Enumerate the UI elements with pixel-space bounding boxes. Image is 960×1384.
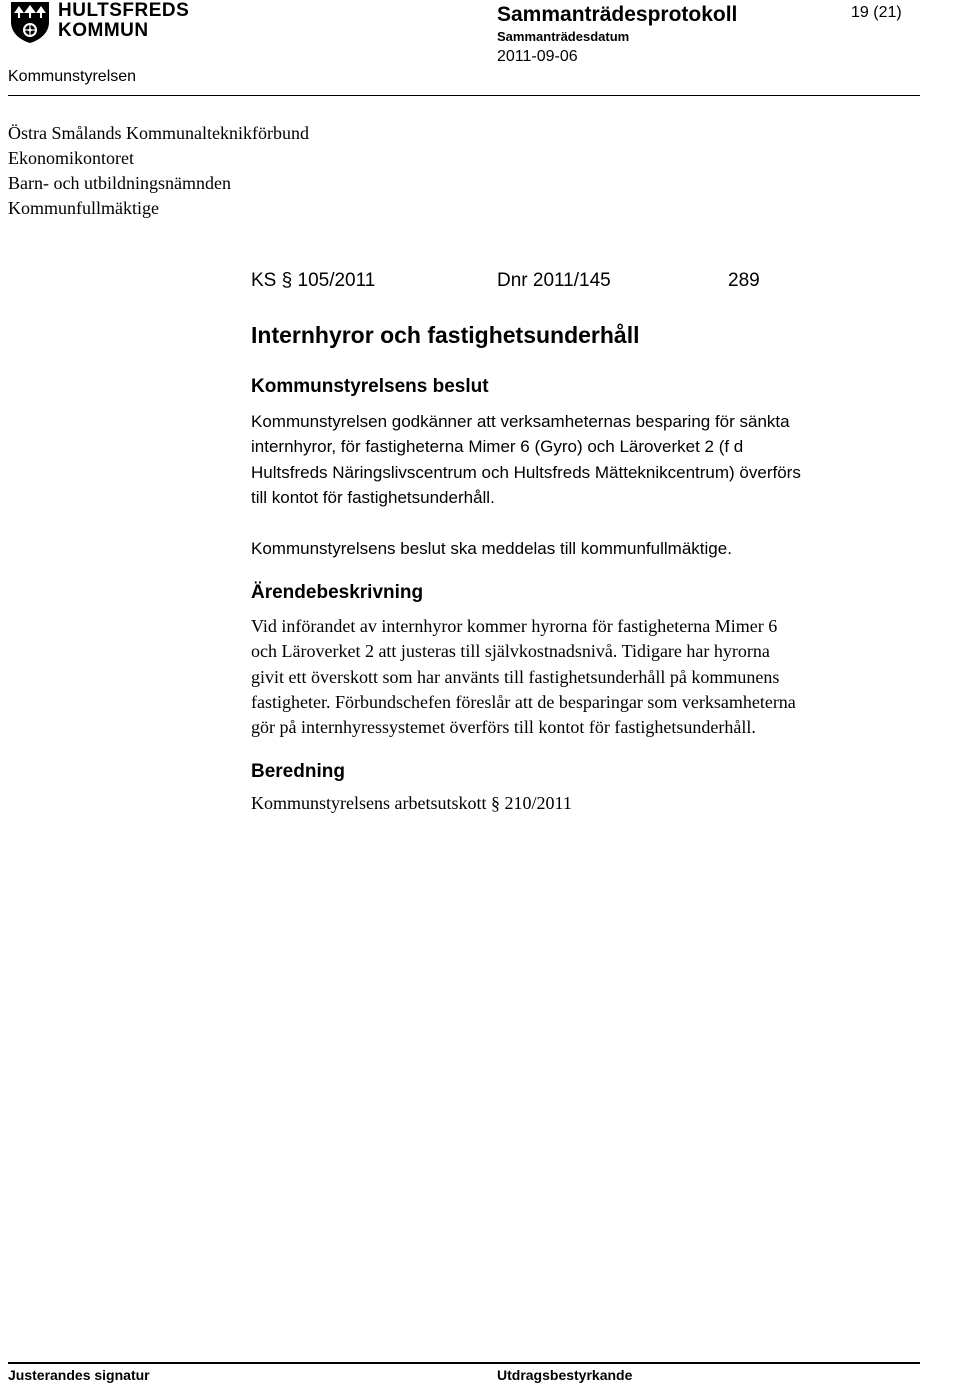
distribution-recipient: Barn- och utbildningsnämnden xyxy=(8,173,231,193)
decision-notice: Kommunstyrelsens beslut ska meddelas till kommunfullmäktige. xyxy=(251,539,732,558)
section-symbol: § xyxy=(490,793,500,813)
meeting-date: 2011-09-06 xyxy=(497,48,578,65)
decision-text xyxy=(251,409,941,510)
decision-line: internhyror, för fastigheterna Mimer 6 (Gyro) och Läroverket 2 (f d xyxy=(251,437,744,457)
case-reference xyxy=(251,270,375,292)
distribution-recipient: Kommunfullmäktige xyxy=(8,198,159,218)
decision-heading: Kommunstyrelsens beslut xyxy=(251,376,489,397)
description-line: Vid införandet av internhyror kommer hyrorna för fastigheterna Mimer 6 xyxy=(251,616,778,636)
header-divider xyxy=(8,95,920,96)
preparation-heading: Beredning xyxy=(251,761,345,782)
case-ks-number: 105/2011 xyxy=(297,270,376,291)
distribution-recipient: Ekonomikontoret xyxy=(8,148,134,168)
description-text xyxy=(251,614,941,740)
decision-line: Hultsfreds Näringslivscentrum och Hultsfreds Mätteknikcentrum) överförs xyxy=(251,462,801,482)
decision-line: Kommunstyrelsen godkänner att verksamheternas besparing för sänkta xyxy=(251,412,790,431)
document-title: Sammanträdesprotokoll xyxy=(497,3,738,26)
preparation-body: Kommunstyrelsens arbetsutskott xyxy=(251,793,487,813)
case-dnr: Dnr 2011/145 xyxy=(497,270,611,291)
extract-certification-label: Utdragsbestyrkande xyxy=(497,1367,633,1383)
decision-line: till kontot för fastighetsunderhåll. xyxy=(251,487,495,507)
distribution-recipient: Östra Smålands Kommunalteknikförbund xyxy=(8,123,309,143)
description-line: fastigheter. Förbundschefen föreslår att de besparingar som verksamheterna xyxy=(251,691,796,712)
logo-line-1: HULTSFREDS xyxy=(58,0,190,21)
description-line: givit ett överskott som har använts till fastighetsunderhåll på kommunens xyxy=(251,666,780,687)
description-line: och Läroverket 2 att justeras till självkostnadsnivå. Tidigare har hyrorna xyxy=(251,641,770,662)
preparation-number: 210/2011 xyxy=(504,793,572,813)
page-number: 19 (21) xyxy=(851,4,902,21)
municipality-logo xyxy=(8,0,188,44)
case-number: 289 xyxy=(728,270,760,291)
description-heading: Ärendebeskrivning xyxy=(251,582,424,603)
organ-name: Kommunstyrelsen xyxy=(8,68,137,85)
preparation-text xyxy=(251,791,941,816)
case-ks-label: KS xyxy=(251,270,277,291)
coat-of-arms-icon xyxy=(8,0,52,44)
logo-line-2: KOMMUN xyxy=(58,20,149,41)
description-line: gör på internhyressystemet överförs till kontot för fastighetsunderhåll. xyxy=(251,717,756,738)
footer-divider xyxy=(8,1362,920,1364)
meeting-date-label: Sammanträdesdatum xyxy=(497,29,630,44)
case-title: Internhyror och fastighetsunderhåll xyxy=(251,322,640,348)
signature-label: Justerandes signatur xyxy=(8,1367,150,1383)
section-symbol: § xyxy=(281,270,293,291)
